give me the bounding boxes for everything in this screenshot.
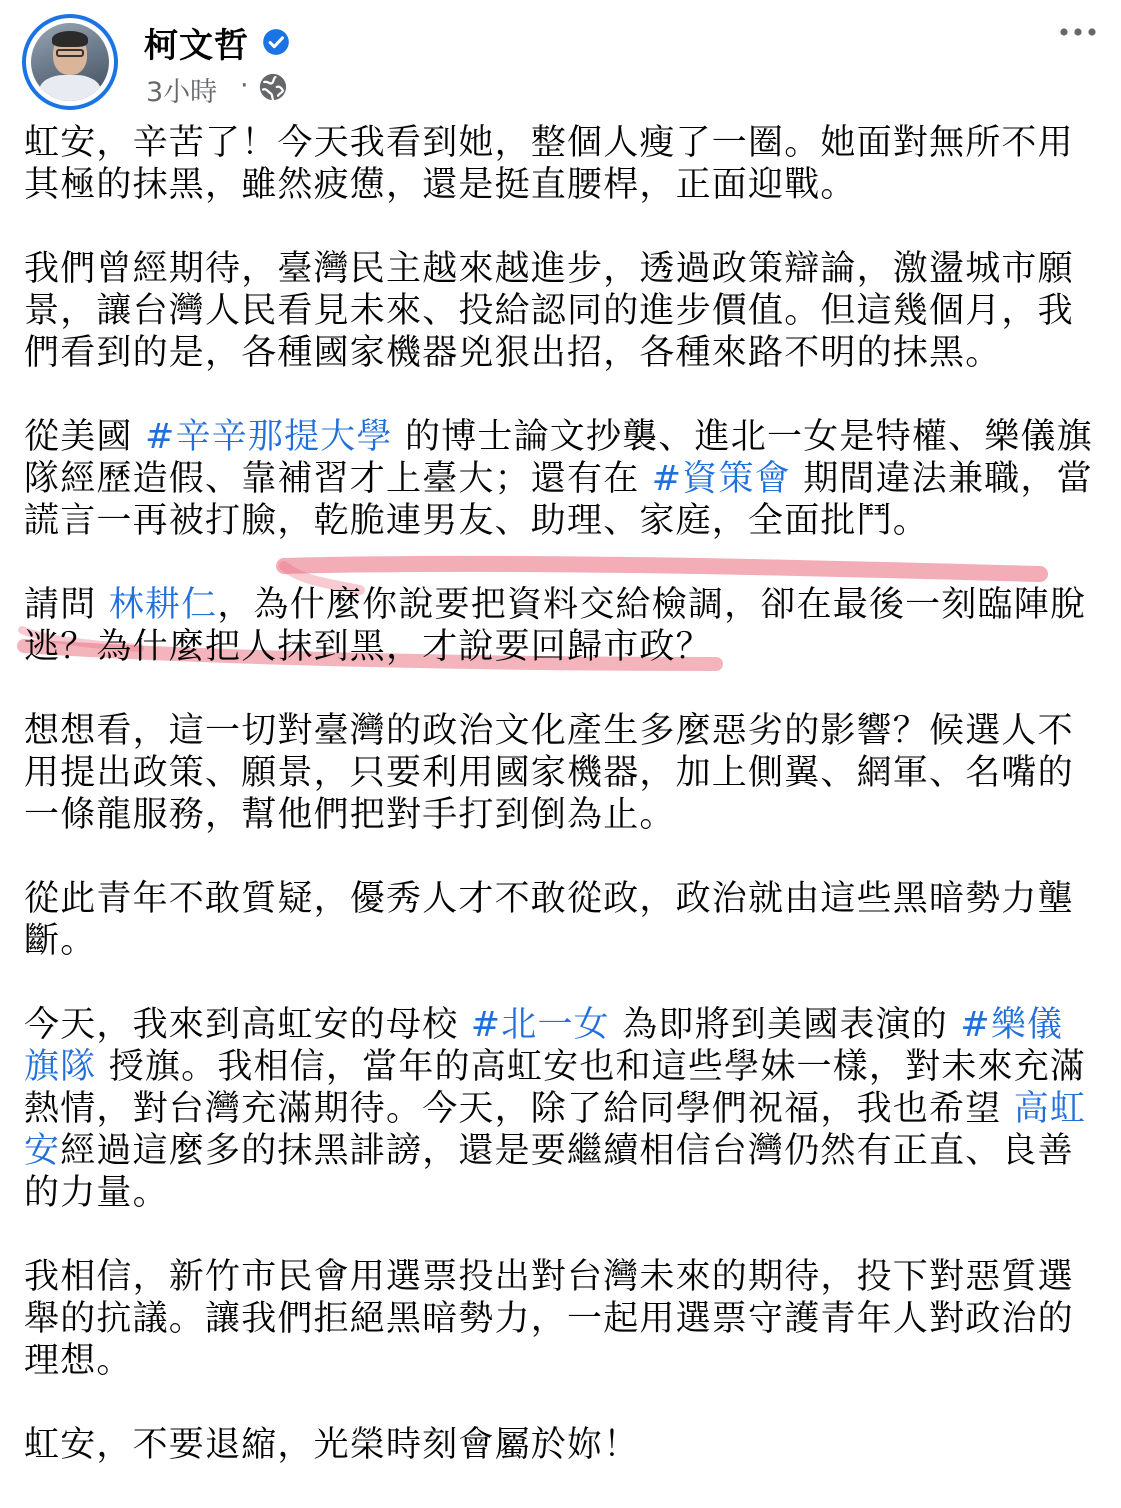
post-paragraph: 想想看，這一切對臺灣的政治文化產生多麼惡劣的影響？候選人不用提出政策、願景，只要利用國家機器，加上側翼、網軍、名嘴的一條龍服務，幫他們把對手打到倒為止。 [24, 711, 1074, 835]
post-timestamp[interactable]: 3小時 [146, 77, 218, 108]
post-body [24, 122, 1099, 1508]
globe-icon[interactable] [258, 72, 288, 102]
verified-check-icon [262, 28, 290, 56]
mention-link[interactable]: 高虹安 [24, 1089, 1087, 1171]
avatar[interactable] [22, 14, 118, 110]
post-paragraph: 今天，我來到高虹安的母校 #北一女 為即將到美國表演的 #樂儀旗隊 授旗。我相信，當年的高虹安也和這些學妹一樣，對未來充滿熱情，對台灣充滿期待。今天，除了給同學們祝福，我也希望 高虹安經過這麼多的抹黑誹謗，還是要繼續相信台灣仍然有正直、良善的力量。 [24, 1005, 1087, 1213]
hashtag-link[interactable]: #辛辛那提大學 [144, 417, 393, 457]
post-paragraph: 請問 林耕仁，為什麼你說要把資料交給檢調，卻在最後一刻臨陣脫逃？為什麼把人抹到黑，才說要回歸市政？ [24, 585, 1087, 667]
hashtag-link[interactable]: #北一女 [470, 1005, 610, 1045]
post-header [0, 0, 1121, 110]
mention-link[interactable]: 林耕仁 [108, 585, 218, 625]
more-options-icon[interactable] [1058, 22, 1098, 42]
post-paragraph: 從此青年不敢質疑，優秀人才不敢從政，政治就由這些黑暗勢力壟斷。 [24, 879, 1074, 961]
avatar-photo [31, 23, 109, 101]
meta-separator: · [240, 70, 249, 101]
hashtag-link[interactable]: #樂儀旗隊 [24, 1005, 1064, 1087]
post-paragraph: 我相信，新竹市民會用選票投出對台灣未來的期待，投下對惡質選舉的抗議。讓我們拒絕黑暗勢力，一起用選票守護青年人對政治的理想。 [24, 1257, 1074, 1381]
author-name[interactable]: 柯文哲 [144, 26, 249, 66]
post-paragraph: 從美國 #辛辛那提大學 的博士論文抄襲、進北一女是特權、樂儀旗隊經歷造假、靠補習才上臺大；還有在 #資策會 期間違法兼職，當謊言一再被打臉，乾脆連男友、助理、家庭，全面批鬥。 [24, 417, 1093, 541]
post-paragraph: 虹安，辛苦了！今天我看到她，整個人瘦了一圈。她面對無所不用其極的抹黑，雖然疲憊，還是挺直腰桿，正面迎戰。 [24, 123, 1074, 205]
post-paragraph: 我們曾經期待，臺灣民主越來越進步，透過政策辯論，激盪城市願景，讓台灣人民看見未來、投給認同的進步價值。但這幾個月，我們看到的是，各種國家機器兇狠出招，各種來路不明的抹黑。 [24, 249, 1074, 373]
hashtag-link[interactable]: #資策會 [651, 459, 791, 499]
post-paragraph: 虹安，不要退縮，光榮時刻會屬於妳！ [24, 1425, 640, 1465]
